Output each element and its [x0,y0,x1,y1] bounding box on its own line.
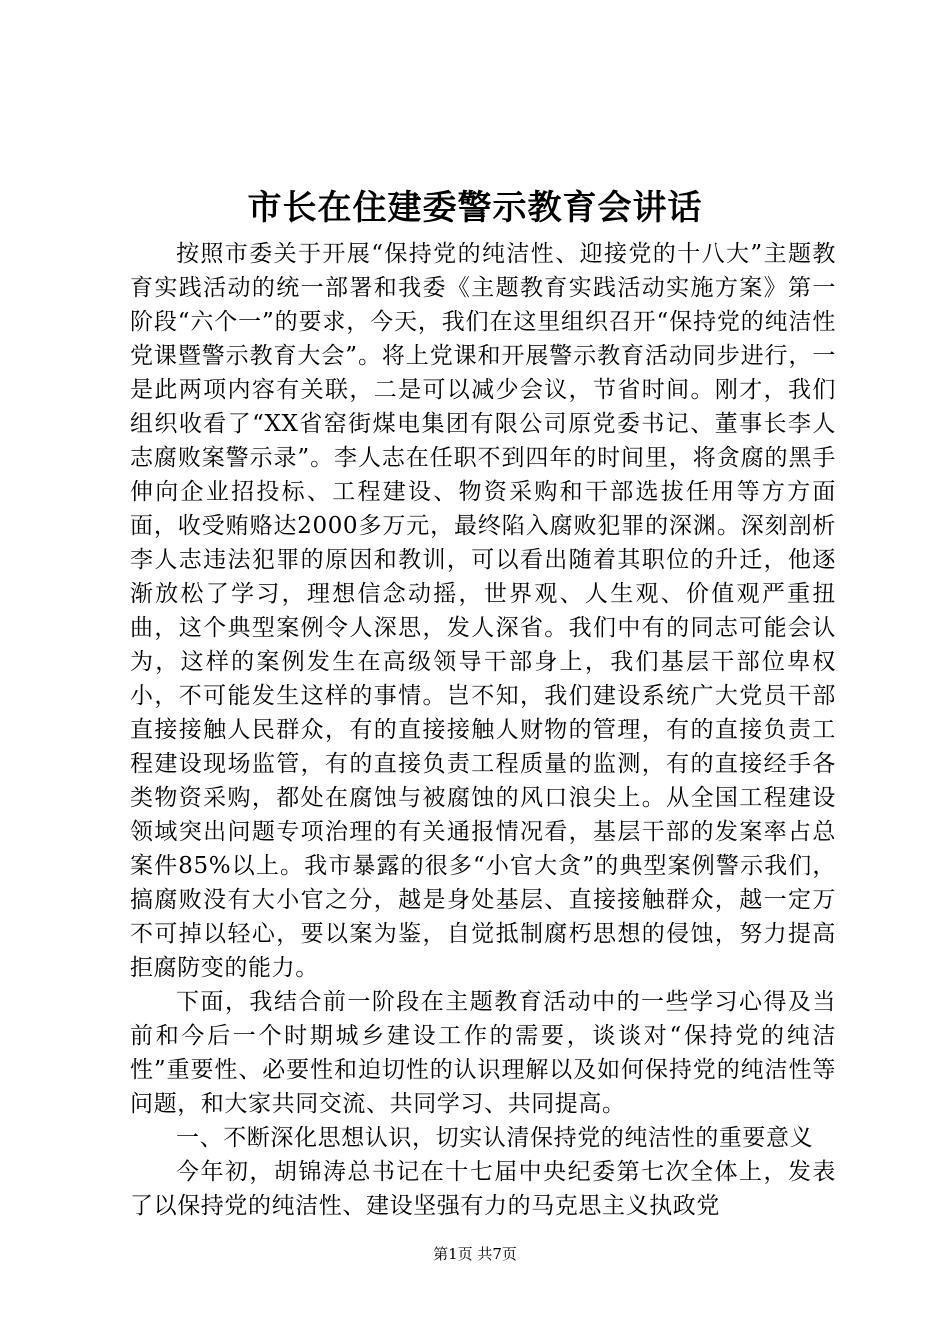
paragraph: 按照市委关于开展“保持党的纯洁性、迎接党的十八大”主题教育实践活动的统一部署和我委《主题教育实践活动实施方案》第一阶段“六个一”的要求，今天，我们在这里组织召开“保持党的纯洁性党课暨警示教育大会”。将上党课和开展警示教育活动同步进行，一是此两项内容有关联，二是可以减少会议，节省时间。刚才，我们组织收看了“XX省窑街煤电集团有限公司原党委书记、董事长李人志腐败案警示录”。李人志在任职不到四年的时间里，将贪腐的黑手伸向企业招投标、工程建设、物资采购和干部选拔任用等方方面面，收受贿赂达2000多万元，最终陷入腐败犯罪的深渊。深刻剖析李人志违法犯罪的原因和教训，可以看出随着其职位的升迁，他逐渐放松了学习，理想信念动摇，世界观、人生观、价值观严重扭曲，这个典型案例令人深思，发人深省。我们中有的同志可能会认为，这样的案例发生在高级领导干部身上，我们基层干部位卑权小，不可能发生这样的事情。岂不知，我们建设系统广大党员干部直接接触人民群众，有的直接接触人财物的管理，有的直接负责工程建设现场监管，有的直接负责工程质量的监测，有的直接经手各类物资采购，都处在腐蚀与被腐蚀的风口浪尖上。从全国工程建设领域突出问题专项治理的有关通报情况看，基层干部的发案率占总案件85%以上。我市暴露的很多“小官大贪”的典型案例警示我们，搞腐败没有大小官之分，越是身处基层、直接接触群众，越一定万不可掉以轻心，要以案为鉴，自觉抵制腐朽思想的侵蚀，努力提高拒腐防变的能力。 [130,241,836,981]
paragraph: 下面，我结合前一阶段在主题教育活动中的一些学习心得及当前和今后一个时期城乡建设工作的需要，谈谈对“保持党的纯洁性”重要性、必要性和迫切性的认识理解以及如何保持党的纯洁性等问题，和大家共同交流、共同学习、共同提高。 [130,989,836,1117]
section-heading: 一、不断深化思想认识，切实认清保持党的纯洁性的重要意义 [176,1125,814,1151]
paragraph: 今年初，胡锦涛总书记在十七届中央纪委第七次全体上，发表了以保持党的纯洁性、建设坚强有力的马克思主义执政党 [130,1159,836,1219]
document-body [130,237,836,1223]
page-number-footer: 第1页 共7页 [433,1245,517,1263]
document-title: 市长在住建委警示教育会讲话 [247,188,703,228]
